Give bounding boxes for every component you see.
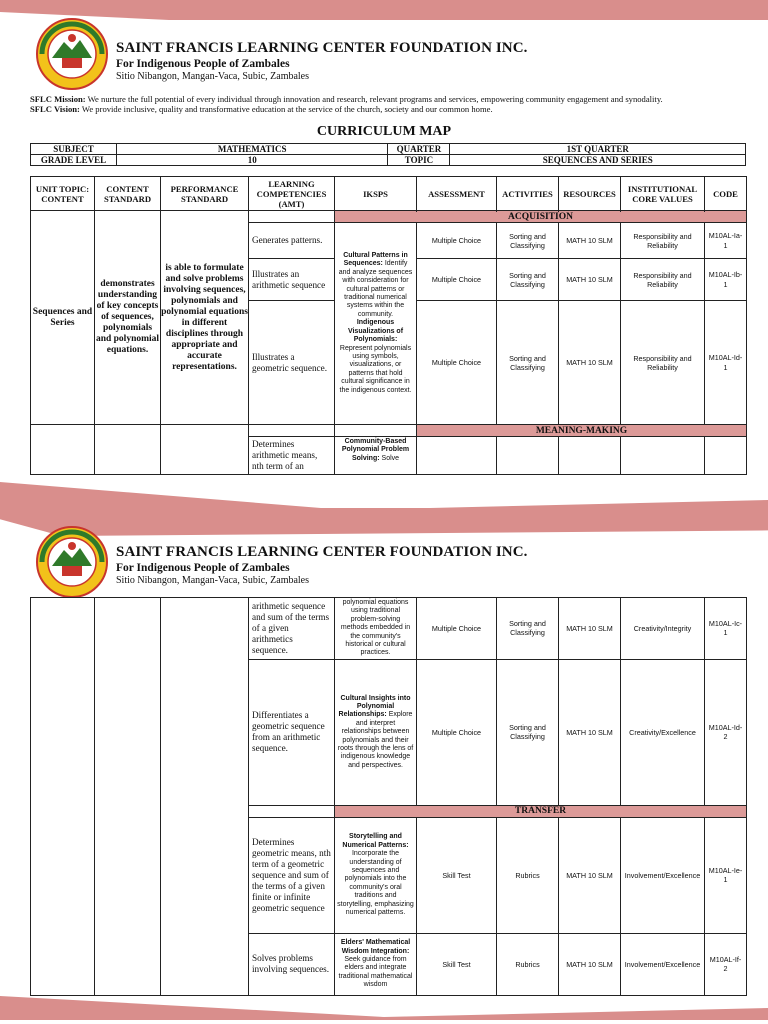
activities: Sorting and Classifying bbox=[497, 598, 559, 660]
assessment: Multiple Choice bbox=[417, 301, 497, 425]
mission-vision bbox=[30, 94, 750, 114]
school-address: Sitio Nibangon, Mangan-Vaca, Subic, Zambales bbox=[116, 71, 310, 82]
core-values: Responsibility and Reliability bbox=[621, 223, 705, 259]
school-subtitle: For Indigenous People of Zambales bbox=[116, 562, 290, 574]
school-logo bbox=[36, 18, 108, 90]
phase-acquisition: ACQUISITION bbox=[335, 211, 747, 223]
core-values: Creativity/Integrity bbox=[621, 598, 705, 660]
resources: MATH 10 SLM bbox=[559, 659, 621, 805]
col-header: LEARNING COMPETENCIES (AMT) bbox=[249, 177, 335, 211]
phase-row bbox=[31, 211, 747, 223]
activities: Sorting and Classifying bbox=[497, 259, 559, 301]
code: M10AL-Ib-1 bbox=[705, 259, 747, 301]
col-header: CODE bbox=[705, 177, 747, 211]
competency: Differentiates a geometric sequence from an arithmetic sequence. bbox=[249, 659, 335, 805]
iksp-cell bbox=[335, 659, 417, 805]
resources: MATH 10 SLM bbox=[559, 933, 621, 995]
content-standard: demonstrates understanding of key concepts of sequences, polynomials and polynomial equations. bbox=[95, 211, 161, 425]
competency: Determines geometric means, nth term of a geometric sequence and sum of the terms of a given finite or infinite geometric sequence bbox=[249, 817, 335, 933]
page-title: CURRICULUM MAP bbox=[316, 124, 452, 139]
iksp-text: polynomial equations using traditional problem-solving methods embedded in the community's historical or cultural practices. bbox=[340, 599, 411, 657]
resources: MATH 10 SLM bbox=[559, 301, 621, 425]
resources: MATH 10 SLM bbox=[559, 259, 621, 301]
competency: Solves problems involving sequences. bbox=[249, 933, 335, 995]
iksp-title: Cultural Insights into Polynomial Relationships: bbox=[338, 694, 411, 719]
school-name: SAINT FRANCIS LEARNING CENTER FOUNDATION INC. bbox=[116, 544, 528, 560]
vision-line bbox=[30, 104, 750, 114]
performance-standard: is able to formulate and solve problems involving sequences, polynomials and polynomial equations in different disciplines through appropriate and accurate representations. bbox=[161, 211, 249, 425]
topic-value: SEQUENCES AND SERIES bbox=[450, 155, 746, 166]
mission-label: SFLC Mission: bbox=[30, 94, 86, 104]
iksp-cell bbox=[335, 933, 417, 995]
table-row bbox=[31, 598, 747, 660]
activities: Rubrics bbox=[497, 933, 559, 995]
core-values: Responsibility and Reliability bbox=[621, 259, 705, 301]
school-subtitle: For Indigenous People of Zambales bbox=[116, 58, 290, 70]
assessment: Multiple Choice bbox=[417, 223, 497, 259]
iksp-title: Cultural Patterns in Sequences: bbox=[343, 252, 408, 268]
table-header-row bbox=[31, 177, 747, 211]
col-header: ACTIVITIES bbox=[497, 177, 559, 211]
activities: Sorting and Classifying bbox=[497, 301, 559, 425]
iksp-cell bbox=[335, 817, 417, 933]
activities: Sorting and Classifying bbox=[497, 223, 559, 259]
code: M10AL-Ie-1 bbox=[705, 817, 747, 933]
phase-meaning: MEANING-MAKING bbox=[417, 425, 747, 437]
phase-transfer: TRANSFER bbox=[335, 805, 747, 817]
iksp-title: Community-Based Polynomial Problem Solving: bbox=[341, 438, 410, 462]
mission-text: We nurture the full potential of every individual through innovation and research, relevant programs and services, empowering community engagement and synodality. bbox=[85, 94, 663, 104]
iksp-cell bbox=[335, 223, 417, 425]
vision-label: SFLC Vision: bbox=[30, 104, 80, 114]
resources: MATH 10 SLM bbox=[559, 223, 621, 259]
info-table bbox=[30, 143, 746, 166]
competency: Determines arithmetic means, nth term of an bbox=[249, 437, 335, 475]
col-header: CONTENT STANDARD bbox=[95, 177, 161, 211]
competency: Illustrates an arithmetic sequence bbox=[249, 259, 335, 301]
quarter-value: 1ST QUARTER bbox=[450, 144, 746, 155]
col-header: RESOURCES bbox=[559, 177, 621, 211]
subject-label: SUBJECT bbox=[31, 144, 117, 155]
top-band bbox=[0, 508, 768, 536]
iksp-title: Indigenous Visualizations of Polynomials: bbox=[347, 319, 404, 344]
core-values: Creativity/Excellence bbox=[621, 659, 705, 805]
bottom-band bbox=[0, 472, 768, 512]
col-header: IKSPS bbox=[335, 177, 417, 211]
assessment: Skill Test bbox=[417, 817, 497, 933]
competency: arithmetic sequence and sum of the terms of a given arithmetics sequence. bbox=[249, 598, 335, 660]
quarter-label: QUARTER bbox=[388, 144, 450, 155]
school-logo bbox=[36, 526, 108, 598]
assessment: Multiple Choice bbox=[417, 659, 497, 805]
resources: MATH 10 SLM bbox=[559, 598, 621, 660]
grade-label: GRADE LEVEL bbox=[31, 155, 117, 166]
iksp-title: Elders' Mathematical Wisdom Integration: bbox=[340, 939, 411, 955]
competency: Generates patterns. bbox=[249, 223, 335, 259]
resources: MATH 10 SLM bbox=[559, 817, 621, 933]
iksp-text: Solve bbox=[379, 454, 400, 462]
iksp-title: Storytelling and Numerical Patterns: bbox=[342, 833, 409, 849]
iksp-text: Identify and analyze sequences with consideration for cultural patterns or traditional numerical systems within the community. bbox=[338, 260, 413, 318]
iksp-cell bbox=[335, 437, 417, 475]
grade-value: 10 bbox=[116, 155, 388, 166]
competency: Illustrates a geometric sequence. bbox=[249, 301, 335, 425]
school-address: Sitio Nibangon, Mangan-Vaca, Subic, Zambales bbox=[116, 575, 310, 586]
assessment: Multiple Choice bbox=[417, 259, 497, 301]
core-values: Involvement/Excellence bbox=[621, 933, 705, 995]
col-header: PERFORMANCE STANDARD bbox=[161, 177, 249, 211]
iksp-cell bbox=[335, 598, 417, 660]
vision-text: We provide inclusive, quality and transformative education at the service of the church, society and our common home. bbox=[79, 104, 493, 114]
mission-line bbox=[30, 94, 750, 104]
code: M10AL-Id-2 bbox=[705, 659, 747, 805]
curriculum-table bbox=[30, 176, 747, 475]
top-band bbox=[0, 0, 768, 20]
curriculum-table-cont bbox=[30, 597, 747, 996]
core-values: Involvement/Excellence bbox=[621, 817, 705, 933]
code: M10AL-Ic-1 bbox=[705, 598, 747, 660]
col-header: ASSESSMENT bbox=[417, 177, 497, 211]
code: M10AL-Id-1 bbox=[705, 301, 747, 425]
activities: Sorting and Classifying bbox=[497, 659, 559, 805]
iksp-text: Explore and interpret relationships between polynomials and their roots through the lens of indigenous knowledge and perspectives. bbox=[337, 711, 414, 769]
iksp-text: Incorporate the understanding of sequences and polynomials into the community's oral traditions and storytelling, emphasizing numerical patterns. bbox=[337, 850, 414, 916]
subject-value: MATHEMATICS bbox=[116, 144, 388, 155]
school-name: SAINT FRANCIS LEARNING CENTER FOUNDATION INC. bbox=[116, 40, 528, 56]
iksp-text: Represent polynomials using symbols, visualizations, or patterns that hold cultural significance in the indigenous context. bbox=[339, 344, 412, 394]
topic-label: TOPIC bbox=[388, 155, 450, 166]
page-2 bbox=[0, 508, 768, 1020]
iksp-text: Seek guidance from elders and integrate traditional mathematical wisdom bbox=[338, 955, 413, 989]
core-values: Responsibility and Reliability bbox=[621, 301, 705, 425]
assessment: Multiple Choice bbox=[417, 598, 497, 660]
col-header: INSTITUTIONAL CORE VALUES bbox=[621, 177, 705, 211]
assessment: Skill Test bbox=[417, 933, 497, 995]
col-header: UNIT TOPIC: CONTENT bbox=[31, 177, 95, 211]
phase-row bbox=[31, 425, 747, 437]
activities: Rubrics bbox=[497, 817, 559, 933]
code: M10AL-If-2 bbox=[705, 933, 747, 995]
code: M10AL-Ia-1 bbox=[705, 223, 747, 259]
unit-topic: Sequences and Series bbox=[31, 211, 95, 425]
